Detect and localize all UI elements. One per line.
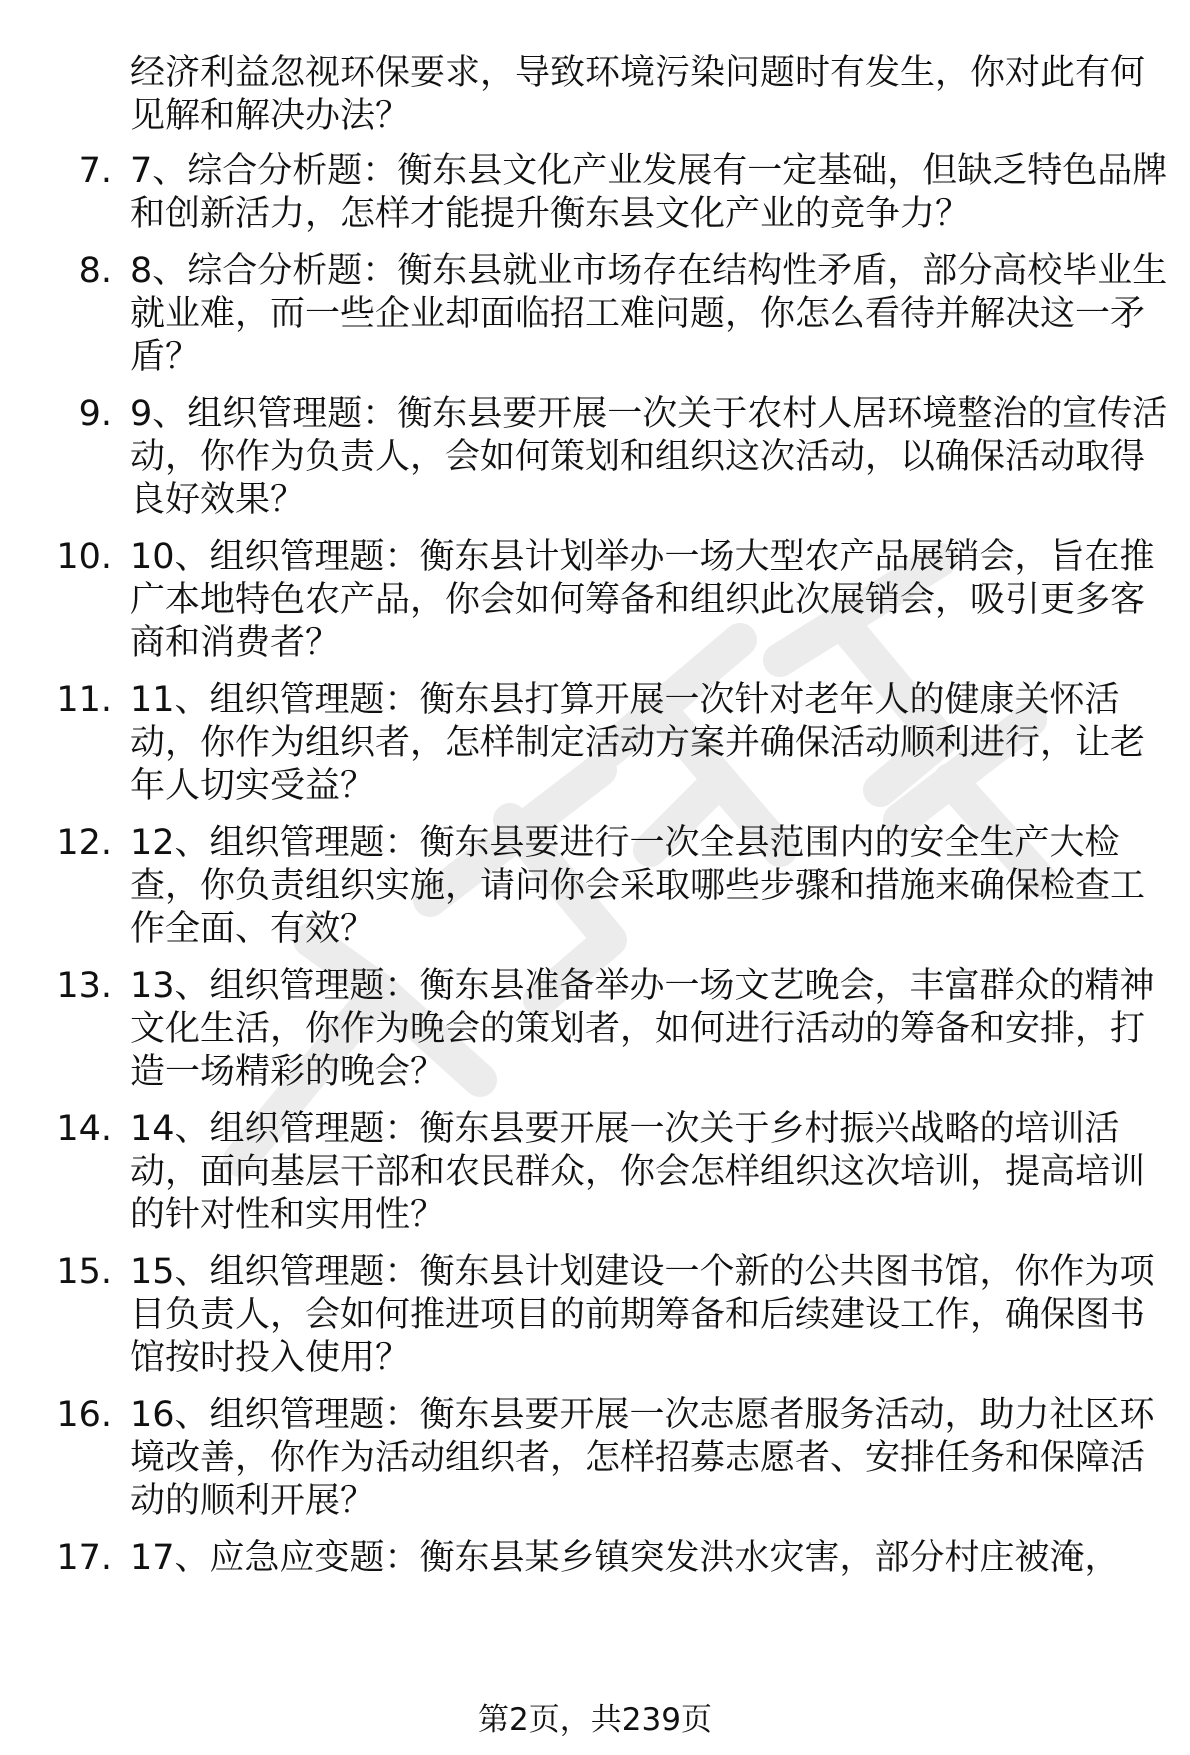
list-item xyxy=(0,1537,1190,1580)
list-item-number: 9. xyxy=(78,394,112,434)
list-item xyxy=(0,1251,1190,1380)
question-text: 16、组织管理题：衡东县要开展一次志愿者服务活动，助力社区环境改善，你作为活动组织者，怎样招募志愿者、安排任务和保障活动的顺利开展？ xyxy=(130,1395,1155,1521)
list-item-number: 7. xyxy=(78,151,112,191)
list-item xyxy=(0,536,1190,665)
list-item xyxy=(0,1394,1190,1523)
list-item-number: 10. xyxy=(56,537,112,577)
question-list xyxy=(0,150,1190,1580)
question-text: 15、组织管理题：衡东县计划建设一个新的公共图书馆，你作为项目负责人，会如何推进项目的前期筹备和后续建设工作，确保图书馆按时投入使用？ xyxy=(130,1252,1155,1378)
question-text: 12、组织管理题：衡东县要进行一次全县范围内的安全生产大检查，你负责组织实施，请问你会采取哪些步骤和措施来确保检查工作全面、有效？ xyxy=(130,823,1146,949)
question-text: 10、组织管理题：衡东县计划举办一场大型农产品展销会，旨在推广本地特色农产品，你会如何筹备和组织此次展销会，吸引更多客商和消费者？ xyxy=(130,537,1155,663)
list-item-number: 14. xyxy=(56,1109,112,1149)
question-text: 17、应急应变题：衡东县某乡镇突发洪水灾害，部分村庄被淹， xyxy=(130,1538,1120,1578)
question-text: 13、组织管理题：衡东县准备举办一场文艺晚会，丰富群众的精神文化生活，你作为晚会的策划者，如何进行活动的筹备和安排，打造一场精彩的晚会？ xyxy=(130,966,1155,1092)
page-footer: 第2页，共239页 xyxy=(478,1702,712,1738)
list-item-number: 15. xyxy=(56,1252,112,1292)
question-text: 9、组织管理题：衡东县要开展一次关于农村人居环境整治的宣传活动，你作为负责人，会如何策划和组织这次活动，以确保活动取得良好效果？ xyxy=(130,394,1168,520)
list-item-number: 16. xyxy=(56,1395,112,1435)
list-item xyxy=(0,150,1190,236)
list-item xyxy=(0,393,1190,522)
list-item xyxy=(0,679,1190,808)
list-item xyxy=(0,250,1190,379)
list-item-number: 11. xyxy=(56,680,112,720)
question-text: 11、组织管理题：衡东县打算开展一次针对老年人的健康关怀活动，你作为组织者，怎样制定活动方案并确保活动顺利进行，让老年人切实受益？ xyxy=(130,680,1146,806)
list-item xyxy=(0,965,1190,1094)
list-item-number: 12. xyxy=(56,823,112,863)
list-item-number: 8. xyxy=(78,251,112,291)
question-text: 14、组织管理题：衡东县要开展一次关于乡村振兴战略的培训活动，面向基层干部和农民群众，你会怎样组织这次培训，提高培训的针对性和实用性？ xyxy=(130,1109,1146,1235)
document-body xyxy=(0,52,1190,1580)
continued-question-text: 经济利益忽视环保要求，导致环境污染问题时有发生，你对此有何见解和解决办法？ xyxy=(130,53,1146,136)
question-text: 8、综合分析题：衡东县就业市场存在结构性矛盾，部分高校毕业生就业难，而一些企业却面临招工难问题，你怎么看待并解决这一矛盾？ xyxy=(130,251,1168,377)
list-item xyxy=(0,1108,1190,1237)
list-item-number: 13. xyxy=(56,966,112,1006)
list-item xyxy=(0,822,1190,951)
list-item-number: 17. xyxy=(56,1538,112,1578)
question-text: 7、综合分析题：衡东县文化产业发展有一定基础，但缺乏特色品牌和创新活力，怎样才能提升衡东县文化产业的竞争力？ xyxy=(130,151,1168,234)
